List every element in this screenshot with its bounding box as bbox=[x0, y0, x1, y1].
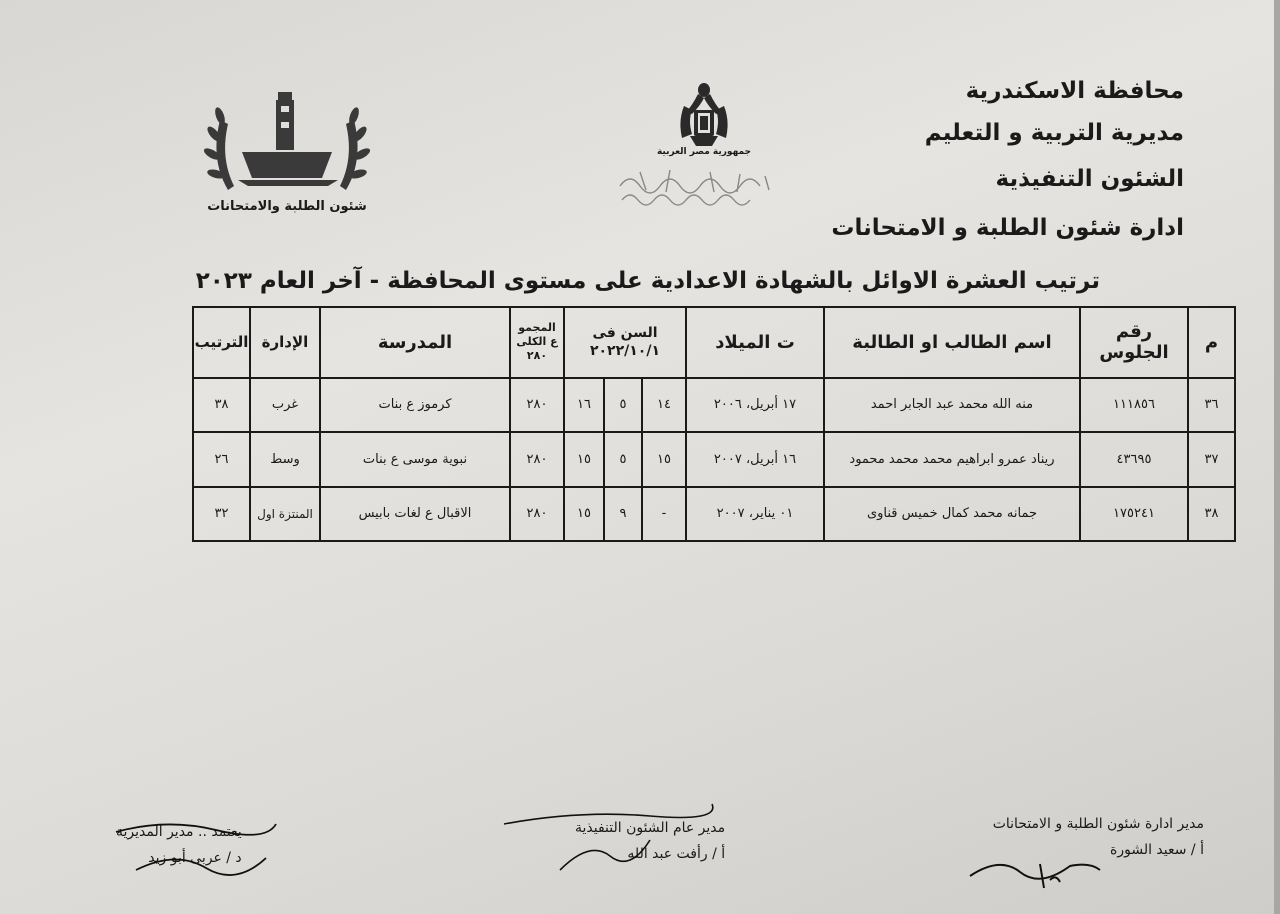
exams-administration-line: ادارة شئون الطلبة و الامتحانات bbox=[831, 215, 1184, 241]
header-age-line2: ٢٠٢٢/١٠/١ bbox=[589, 343, 661, 360]
row-age-years: - bbox=[642, 487, 686, 542]
table-header-row bbox=[193, 307, 1235, 378]
row-index: ٣٧ bbox=[1188, 432, 1235, 486]
row-seat-number: ١٧٥٢٤١ bbox=[1080, 487, 1188, 542]
row-seat-number: ٤٣٦٩٥ bbox=[1080, 432, 1188, 486]
header-total-line2: ع الكلى bbox=[516, 335, 558, 349]
row-student-name: جمانه محمد كمال خميس قناوى bbox=[824, 487, 1080, 542]
row-age-days: ١٦ bbox=[564, 378, 604, 432]
header-age bbox=[564, 307, 686, 378]
executive-affairs-line: الشئون التنفيذية bbox=[995, 166, 1184, 192]
header-rank: الترتيب bbox=[193, 307, 250, 378]
row-administration: غرب bbox=[250, 378, 320, 432]
paper-edge bbox=[1274, 0, 1280, 914]
signature-scribble-middle bbox=[500, 800, 720, 880]
row-school: كرموز ع بنات bbox=[320, 378, 510, 432]
row-age-days: ١٥ bbox=[564, 432, 604, 486]
table-row bbox=[193, 487, 1235, 542]
row-total: ٢٨٠ bbox=[510, 432, 564, 486]
signature-name: أ / رأفت عبد الله bbox=[627, 846, 726, 862]
signature-name: أ / سعيد الشورة bbox=[1110, 842, 1204, 858]
signature-title: مدير ادارة شئون الطلبة و الامتحانات bbox=[992, 816, 1204, 832]
row-seat-number: ١١١٨٥٦ bbox=[1080, 378, 1188, 432]
table-row bbox=[193, 378, 1235, 432]
row-index: ٣٦ bbox=[1188, 378, 1235, 432]
header-administration: الإدارة bbox=[250, 307, 320, 378]
row-rank: ٢٦ bbox=[193, 432, 250, 486]
logo-caption: شئون الطلبة والامتحانات bbox=[207, 199, 367, 214]
header-student-name: اسم الطالب او الطالبة bbox=[824, 307, 1080, 378]
eagle-emblem-icon bbox=[600, 76, 800, 226]
row-administration: وسط bbox=[250, 432, 320, 486]
emblem-caption: جمهورية مصر العربية bbox=[656, 147, 752, 157]
header-total-line1: المجمو bbox=[518, 321, 556, 335]
row-total: ٢٨٠ bbox=[510, 487, 564, 542]
signature-name: د / عربى أبو زيد bbox=[148, 850, 242, 866]
row-age-years: ١٥ bbox=[642, 432, 686, 486]
row-age-months: ٥ bbox=[604, 378, 642, 432]
row-age-months: ٥ bbox=[604, 432, 642, 486]
row-administration: المنتزة اول bbox=[250, 487, 320, 542]
table-row bbox=[193, 432, 1235, 486]
results-table bbox=[192, 306, 1236, 542]
signature-scribble-left bbox=[106, 810, 286, 880]
row-age-months: ٩ bbox=[604, 487, 642, 542]
row-rank: ٣٨ bbox=[193, 378, 250, 432]
header-seat-number: رقم الجلوس bbox=[1080, 307, 1188, 378]
header-index: م bbox=[1188, 307, 1235, 378]
row-birth-date: ١٦ أبريل، ٢٠٠٧ bbox=[686, 432, 824, 486]
governorate-line: محافظة الاسكندرية bbox=[965, 78, 1184, 104]
signature-title: مدير عام الشئون التنفيذية bbox=[575, 820, 726, 836]
header-school: المدرسة bbox=[320, 307, 510, 378]
exams-affairs-logo bbox=[202, 82, 372, 222]
signature-scribble-right bbox=[960, 836, 1110, 896]
document-title: ترتيب العشرة الاوائل بالشهادة الاعدادية على مستوى المحافظة - آخر العام ٢٠٢٣ bbox=[195, 268, 1100, 294]
row-rank: ٣٢ bbox=[193, 487, 250, 542]
header-total bbox=[510, 307, 564, 378]
header-birth-date: ت الميلاد bbox=[686, 307, 824, 378]
row-school: الاقبال ع لغات بابيس bbox=[320, 487, 510, 542]
row-age-days: ١٥ bbox=[564, 487, 604, 542]
row-age-years: ١٤ bbox=[642, 378, 686, 432]
row-student-name: منه الله محمد عبد الجابر احمد bbox=[824, 378, 1080, 432]
row-total: ٢٨٠ bbox=[510, 378, 564, 432]
header-age-line1: السن فى bbox=[592, 325, 658, 342]
row-index: ٣٨ bbox=[1188, 487, 1235, 542]
row-birth-date: ٠١ يناير، ٢٠٠٧ bbox=[686, 487, 824, 542]
row-birth-date: ١٧ أبريل، ٢٠٠٦ bbox=[686, 378, 824, 432]
signature-title: يعتمد .. مدير المديرية bbox=[116, 824, 242, 840]
row-school: نبوية موسى ع بنات bbox=[320, 432, 510, 486]
row-student-name: ريناد عمرو ابراهيم محمد محمد محمود bbox=[824, 432, 1080, 486]
directorate-line: مديرية التربية و التعليم bbox=[924, 120, 1184, 146]
header-total-line3: ٢٨٠ bbox=[526, 349, 548, 363]
